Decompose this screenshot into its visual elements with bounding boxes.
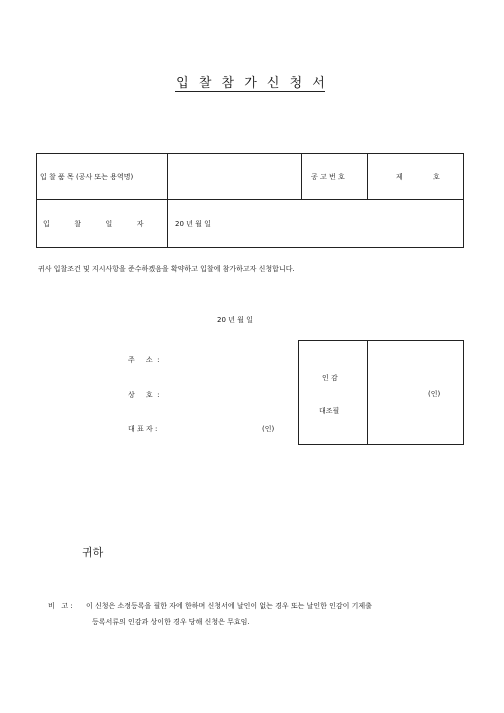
seal-box-divider xyxy=(367,340,368,445)
pledge-statement: 귀사 입찰조건 및 지시사항을 준수하겠음을 확약하고 입찰에 참가하고자 신청합니다. xyxy=(38,265,295,273)
notice-number-label: 공 고 번 호 xyxy=(311,173,345,181)
seal-mark: (인) xyxy=(428,390,441,398)
remarks-label: 비 고 : xyxy=(48,602,73,610)
representative-seal-mark: (인) xyxy=(262,425,275,433)
bid-date-label: 입 찰 일 자 xyxy=(43,220,144,228)
bid-date-value: 20 년 월 일 xyxy=(175,220,211,228)
table-col-divider xyxy=(167,153,168,248)
company-name-label: 상 호 : xyxy=(128,391,160,399)
table-row-divider xyxy=(36,199,464,200)
title-underline xyxy=(175,91,325,92)
remarks-line-1: 이 신청은 소정등록을 필한 자에 한하며 신청서에 날인이 없는 경우 또는 날인한 인감이 기제출 xyxy=(86,602,372,610)
document-title: 입 찰 참 가 신 청 서 xyxy=(176,76,328,91)
bid-item-value[interactable] xyxy=(170,156,298,196)
bid-item-label: 입 찰 품 목 (공사 또는 용역명) xyxy=(40,173,134,181)
addressee: 귀하 xyxy=(82,546,104,559)
representative-label: 대 표 자 : xyxy=(128,425,158,433)
remarks-line-2: 등록서류의 인감과 상이한 경우 당해 신청은 무효임. xyxy=(92,618,250,626)
application-date: 20 년 월 일 xyxy=(217,316,253,324)
seal-verified-label: 대조필 xyxy=(319,407,340,415)
notice-number-suffix: 호 xyxy=(433,173,440,181)
seal-label: 인 감 xyxy=(322,374,338,382)
table-col-divider xyxy=(367,153,368,199)
address-label: 주 소 : xyxy=(128,356,160,364)
notice-number-prefix: 제 xyxy=(396,173,403,181)
table-col-divider xyxy=(301,153,302,199)
